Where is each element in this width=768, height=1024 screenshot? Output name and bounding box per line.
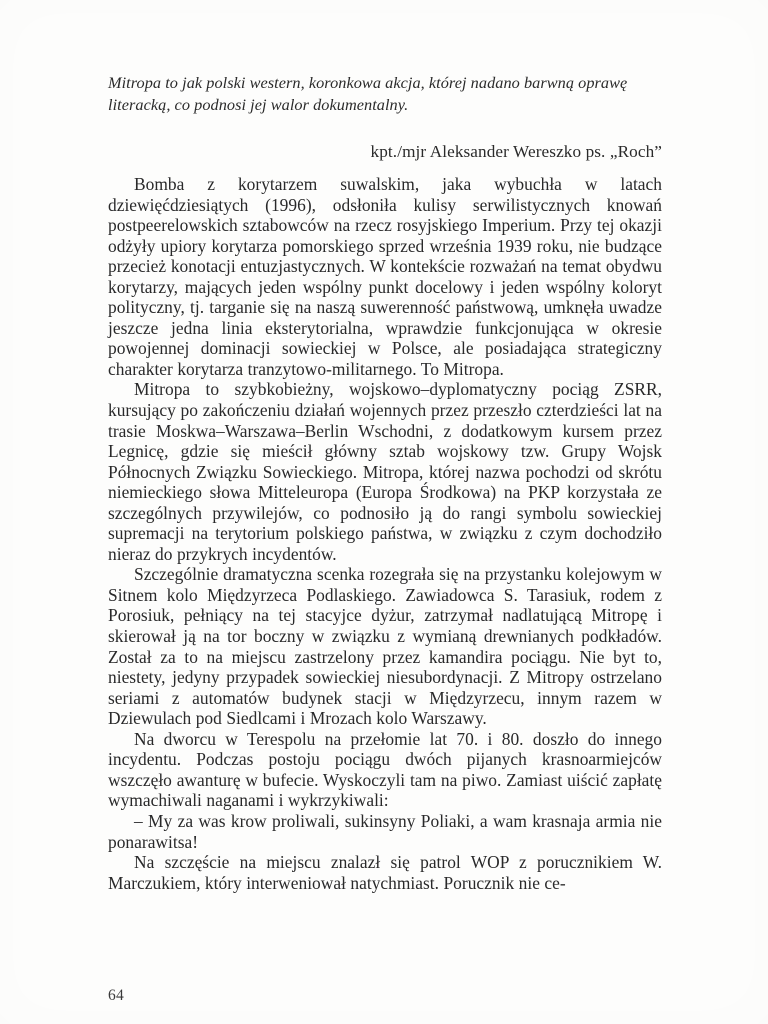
page-number: 64: [108, 987, 125, 1004]
epigraph-block: [108, 72, 662, 163]
body-paragraph: Szczególnie dramatyczna scenka rozegrała się na przystanku kolejowym w Sitnem kolo Międzyrzeca Podlaskiego. Zawiadowca S. Tarasiuk, rodem z Porosiuk, pełniący na tej stacyjce dyżur, zatrzymał nadlatującą Mitropę i skierował ją na tor boczny w związku z wymianą drewnianych podkładów. Został za to na miejscu zastrzelony przez kamandira pociągu. Nie byt to, niestety, jedyny przypadek sowieckiej niesubordynacji. Z Mitropy ostrzelano seriami z automatów budynek stacji w Międzyrzecu, innym razem w Dziewulach pod Siedlcami i Mrozach kolo Warszawy.: [108, 564, 662, 729]
body-paragraph: Na szczęście na miejscu znalazł się patrol WOP z porucznikiem W. Marczukiem, który interweniował natychmiast. Porucznik nie ce-: [108, 852, 662, 893]
body-paragraph: Na dworcu w Terespolu na przełomie lat 70. i 80. doszło do innego incydentu. Podczas postoju pociągu dwóch pijanych krasnoarmiejców wszczęło awanturę w bufecie. Wyskoczyli tam na piwo. Zamiast uiścić zapłatę wymachiwali naganami i wykrzykiwali:: [108, 728, 662, 811]
body-text: [108, 174, 662, 893]
epigraph-quote: Mitropa to jak polski western, koronkowa akcja, której nadano barwną oprawę literacką, co podnosi jej walor dokumentalny.: [108, 73, 628, 114]
body-paragraph-dialogue: – My za was krow proliwali, sukinsyny Poliaki, a wam krasnaja armia nie ponarawitsa!: [108, 810, 662, 852]
epigraph-attribution: kpt./mjr Aleksander Wereszko ps. „Roch”: [370, 142, 662, 161]
body-paragraph: Mitropa to szybkobieżny, wojskowo–dyplomatyczny pociąg ZSRR, kursujący po zakończeniu działań wojennych przez przeszło czterdzieści lat na trasie Moskwa–Warszawa–Berlin Wschodni, z dodatkowym kursem przez Legnicę, gdzie się mieścił główny sztab wojskowy tzw. Grupy Wojsk Północnych Związku Sowieckiego. Mitropa, której nazwa pochodzi od skrótu niemieckiego słowa Mitteleuropa (Europa Środkowa) na PKP korzystała ze szczególnych przywilejów, co podnosiło ją do rangi symbolu sowieckiej supremacji na terytorium polskiego państwa, w związku z czym dochodziło nieraz do przykrych incydentów.: [108, 379, 662, 564]
body-paragraph: Bomba z korytarzem suwalskim, jaka wybuchła w latach dziewięćdziesiątych (1996), odsłoniła kulisy serwilistycznych knowań postpeerelowskich sztabowców na rzecz rosyjskiego Imperium. Przy tej okazji odżyły upiory korytarza pomorskiego sprzed września 1939 roku, nie budzące przecież konotacji entuzjastycznych. W kontekście rozważań na temat obydwu korytarzy, mających jeden wspólny punkt docelowy i jeden wspólny koloryt polityczny, tj. targanie się na naszą suwerenność państwową, umknęła uwadze jeszcze jedna linia eksterytorialna, wprawdzie funkcjonująca w okresie powojennej dominacji sowieckiej w Polsce, ale posiadająca strategiczny charakter korytarza tranzytowo-militarnego. To Mitropa.: [108, 174, 662, 379]
